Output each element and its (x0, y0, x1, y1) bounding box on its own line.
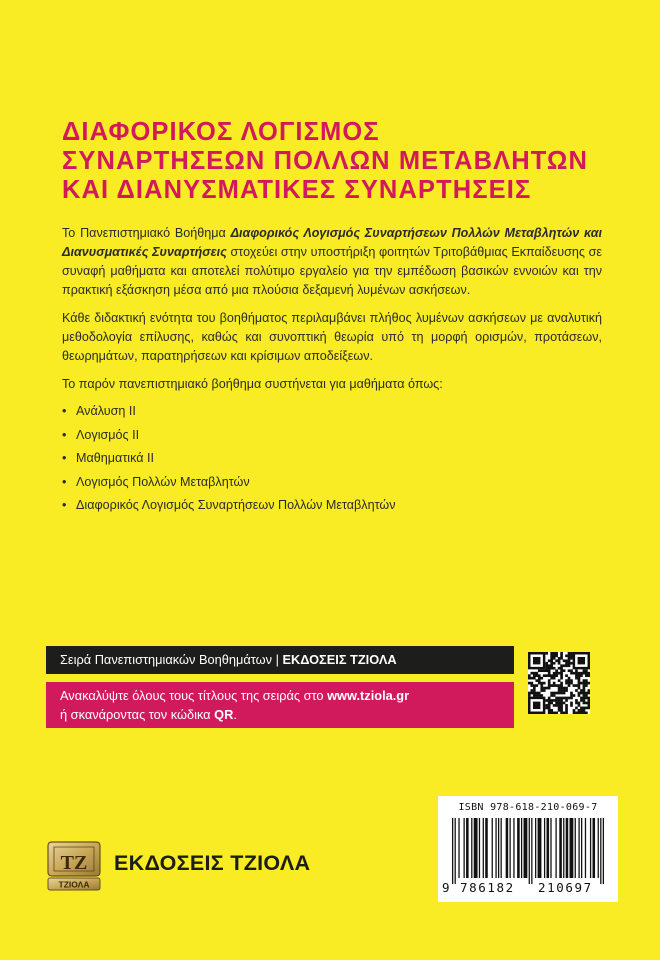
course-name: Λογισμός Πολλών Μεταβλητών (76, 474, 250, 489)
bullet-icon: • (62, 498, 67, 512)
list-item (62, 494, 602, 518)
isbn-label: ISBN 978-618-210-069-7 (458, 802, 598, 813)
course-name: Λογισμός ΙΙ (76, 427, 140, 442)
isbn-group-2: 210697 (538, 880, 593, 895)
isbn-barcode (438, 796, 618, 902)
promo-text-1: Ανακαλύψτε όλους τους τίτλους της σειράς στο (60, 688, 328, 703)
description-suffix: στοχεύει στην υποστήριξη φοιτητών Τριτοβάθμιας Εκπαίδευσης σε συναφή μαθήματα και αποτελεί πολύτιμο εργαλείο για την εμπέδωση βασικών εννοιών και την πρακτική εξάσκηση μέσα από μια πλούσια δεξαμενή λυμένων ασκήσεων. (62, 245, 602, 297)
list-item (62, 447, 602, 471)
book-title-line-2: ΣΥΝΑΡΤΗΣΕΩΝ ΠΟΛΛΩΝ ΜΕΤΑΒΛΗΤΩΝ (62, 147, 588, 175)
publisher-logo (44, 838, 104, 897)
book-title-line-3: ΚΑΙ ΔΙΑΝΥΣΜΑΤΙΚΕΣ ΣΥΝΑΡΤΗΣΕΙΣ (62, 176, 532, 204)
isbn-group-1: 786182 (460, 880, 515, 895)
list-item (62, 471, 602, 495)
promo-end: . (233, 707, 237, 722)
course-name: Ανάλυση ΙΙ (76, 404, 136, 418)
list-item (62, 400, 602, 424)
courses-intro: Το παρόν πανεπιστημιακό βοήθημα συστήνεται για μαθήματα όπως: (62, 377, 443, 391)
tziola-logo-icon (44, 838, 104, 892)
publisher-name: ΕΚΔΟΣΕΙΣ ΤΖΙΟΛΑ (114, 851, 311, 875)
description-prefix: Το Πανεπιστημιακό Βοήθημα (62, 226, 231, 240)
website-link[interactable]: www.tziola.gr (327, 688, 410, 703)
logo-name: ΤΖΙΟΛΑ (58, 879, 90, 890)
book-description (62, 224, 602, 518)
series-banner (46, 646, 514, 674)
series-label: Σειρά Πανεπιστημιακών Βοηθημάτων (60, 652, 276, 667)
course-name: Διαφορικός Λογισμός Συναρτήσεων Πολλών Μεταβλητών (76, 498, 396, 512)
list-item (62, 424, 602, 448)
bullet-icon: • (62, 427, 67, 442)
series-separator: | (275, 652, 279, 667)
qr-code-icon[interactable] (528, 652, 590, 714)
barcode-icon (452, 818, 604, 884)
promo-line-2 (60, 705, 514, 724)
series-publisher: ΕΚΔΟΣΕΙΣ ΤΖΙΟΛΑ (278, 652, 397, 667)
logo-monogram: ΤΖ (60, 852, 88, 874)
promo-line-1 (60, 686, 514, 705)
qr-label: QR (214, 707, 234, 722)
isbn-digits (438, 880, 618, 898)
book-title (62, 118, 622, 205)
bullet-icon: • (62, 451, 67, 465)
description-paragraph-1 (62, 224, 602, 300)
course-list (62, 400, 602, 518)
promo-box (46, 682, 514, 728)
bullet-icon: • (62, 404, 67, 418)
isbn-first-digit: 9 (442, 880, 450, 895)
course-name: Μαθηματικά ΙΙ (76, 451, 155, 465)
description-book-title: Διαφορικός Λογισμός Συναρτήσεων Πολλών Μεταβλητών και Διανυσματικές Συναρτήσεις (62, 226, 602, 259)
promo-text-2: ή σκανάροντας τον κώδικα (60, 707, 215, 722)
qr-code-graphic (528, 652, 590, 714)
bullet-icon: • (62, 474, 67, 489)
description-paragraph-2: Κάθε διδακτική ενότητα του βοηθήματος περιλαμβάνει πλήθος λυμένων ασκήσεων με αναλυτική μεθοδολογία επίλυσης, καθώς και συνοπτική θεωρία υπό τη μορφή ορισμών, προτάσεων, θεωρημάτων, παρατηρήσεων και κρίσιμων αποδείξεων. (62, 311, 602, 363)
book-title-line-1: ΔΙΑΦΟΡΙΚΟΣ ΛΟΓΙΣΜΟΣ (62, 118, 380, 146)
